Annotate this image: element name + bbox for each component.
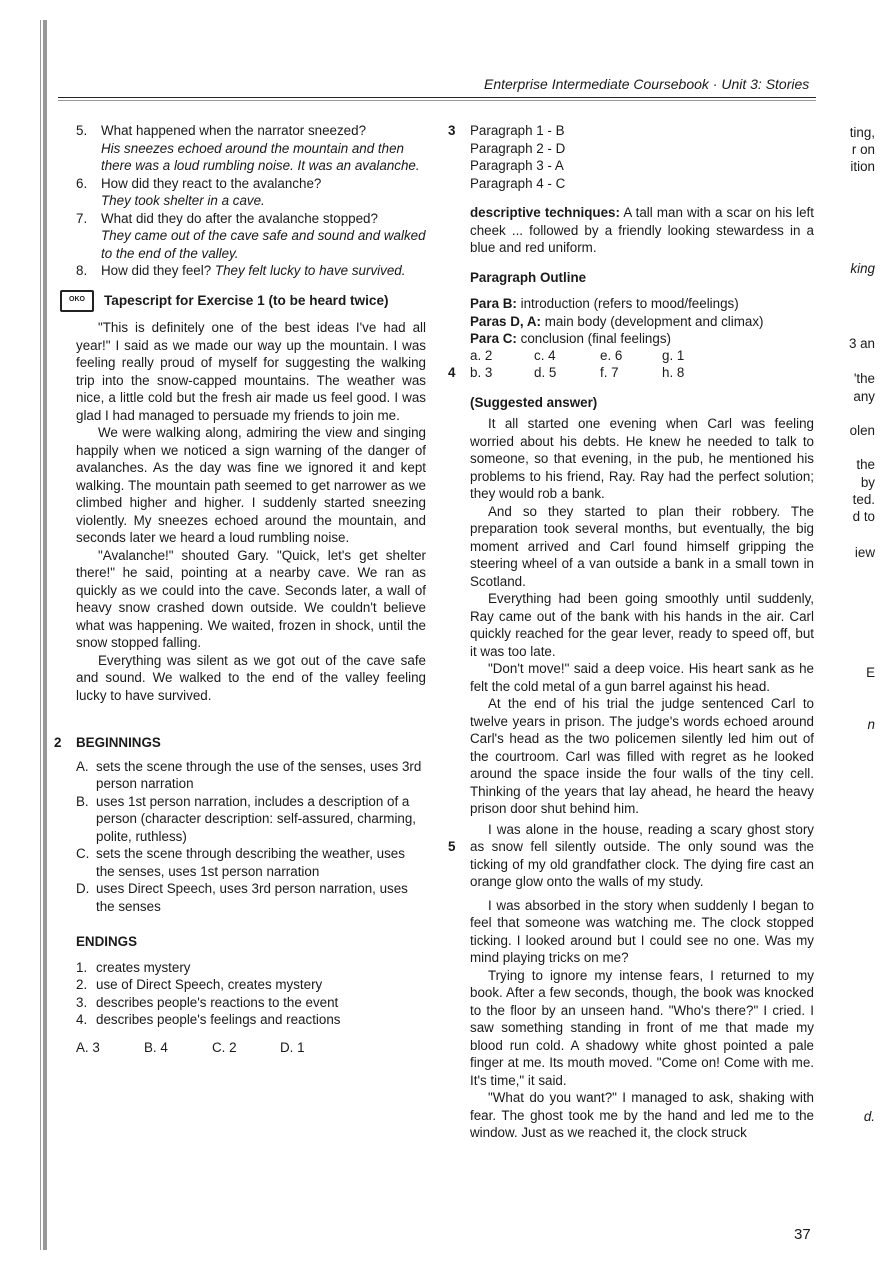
match-answer: D. 1 — [280, 1039, 305, 1055]
endings-list — [54, 959, 426, 1029]
outline-item — [470, 295, 814, 313]
gutter-text: E — [866, 665, 875, 680]
gutter-text: d. — [863, 1109, 875, 1124]
story-paragraph: At the end of his trial the judge sentenced Carl to twelve years in prison. The judge's words echoed around Carl's head as the two policemen silently led him out of the courtroom. Carl was filled with regret as he looked around the space inside the four walls of the tiny cell. Thinking of the years that lay ahead, he heard the heavy prison door shut behind him. — [470, 696, 814, 816]
question-text: How did they feel? — [101, 263, 212, 278]
question-number: 6. — [76, 175, 88, 191]
header-rule — [58, 97, 816, 98]
match-answer: B. 4 — [144, 1039, 168, 1055]
suggested-answer-title: (Suggested answer) — [470, 394, 598, 410]
ghost-story-paragraph: I was absorbed in the story when suddenly I began to feel that someone was watching me. The clock stopped ticking. I looked around but I could see no one. Was my mind playing tricks on me? — [470, 897, 814, 965]
exercise-number: 2 — [54, 735, 62, 750]
endings-section — [54, 933, 426, 951]
header-rule-thin — [58, 100, 816, 101]
tapescript-heading — [54, 292, 426, 310]
list-letter: D. — [76, 881, 90, 896]
question-item — [54, 122, 426, 175]
question-text: What did they do after the avalanche stopped? — [101, 210, 378, 226]
paragraph-order-line: Paragraph 2 - D — [470, 140, 566, 156]
outline-title: Paragraph Outline — [470, 269, 587, 285]
ghost-story-paragraph: I was alone in the house, reading a scary ghost story as snow fell silently outside. The only sound was the ticking of my old grandfather clock. The dying fire cast an orange glow onto the walls of my study. — [470, 821, 814, 889]
outline-value: main body (development and climax) — [544, 313, 764, 329]
descriptive-techniques — [448, 204, 814, 257]
gutter-text: d to — [852, 509, 875, 524]
matching-answers — [54, 1039, 426, 1057]
list-text: uses 1st person narration, includes a description of a person (character description: self-assured, charming, polite, ruthless) — [96, 793, 417, 844]
outline-list — [448, 295, 814, 348]
exercise-number: 4 — [448, 364, 456, 380]
answer-cell: g. 1 — [662, 347, 685, 363]
section-title: BEGINNINGS — [76, 735, 161, 750]
list-item — [54, 758, 426, 793]
match-answer: C. 2 — [212, 1039, 237, 1055]
gutter-text: by — [860, 475, 875, 490]
outline-item — [470, 330, 814, 348]
tapescript-title: Tapescript for Exercise 1 (to be heard twice) — [104, 292, 389, 308]
ghost-story-paragraph: Trying to ignore my intense fears, I returned to my book. After a few seconds, though, the book was knocked to the floor by an unseen hand. "Who's there?" I cried. I saw something standing in front of me that made my blood run cold. A shadowy white ghost pointed a pale finger at me. Its mouth moved. "Come on! Come with me. It's time," it said. — [470, 967, 814, 1088]
list-item — [54, 994, 426, 1012]
question-item — [54, 262, 426, 280]
answer-cell: b. 3 — [470, 365, 493, 380]
list-letter: A. — [76, 758, 89, 774]
answer-cell: f. 7 — [600, 365, 619, 380]
list-item — [54, 959, 426, 977]
question-number: 5. — [76, 123, 88, 138]
match-answer: A. 3 — [76, 1039, 100, 1055]
answer-text: His sneezes echoed around the mountain and then there was a loud rumbling noise. It was an avalanche. — [101, 140, 420, 173]
list-text: sets the scene through describing the weather, uses the senses, uses 1st person narration — [96, 846, 405, 879]
list-number: 2. — [76, 977, 88, 992]
ghost-story-paragraph: "What do you want?" I managed to ask, shaking with fear. The ghost took me by the hand and led me to the window. Just as we reached it, the clock struck — [470, 1090, 814, 1140]
list-item — [54, 1011, 426, 1029]
list-number: 4. — [76, 1012, 88, 1027]
paragraph-order-line: Paragraph 3 - A — [470, 158, 564, 173]
tapescript-paragraph: "Avalanche!" shouted Gary. "Quick, let's get shelter there!" he said, pointing at a nearby cave. We ran as quickly as we could into the cave. Seconds later, a wall of heavy snow crashed down outside. We couldn't believe what was happening. We waited, frozen in shock, until the snow stopped falling. — [76, 547, 426, 650]
gutter-text: ition — [850, 159, 875, 174]
answer-cell: e. 6 — [600, 347, 623, 363]
answer-cell: a. 2 — [470, 347, 493, 363]
beginnings-section — [54, 734, 426, 752]
outline-value: introduction (refers to mood/feelings) — [520, 296, 739, 311]
list-text: describes people's feelings and reactions — [96, 1012, 341, 1027]
list-text: use of Direct Speech, creates mystery — [96, 977, 323, 992]
list-number: 3. — [76, 994, 88, 1010]
question-item — [54, 210, 426, 263]
question-text: How did they react to the avalanche? — [101, 175, 322, 191]
answer-text: They took shelter in a cave. — [101, 193, 265, 208]
question-text: What happened when the narrator sneezed? — [101, 123, 367, 138]
gutter-text: olen — [849, 423, 875, 438]
story-paragraph: It all started one evening when Carl was feeling worried about his debts. He knew he needed to talk to someone, so that evening, in the pub, he mentioned his problems to his friend, Ray. Ray had the perfect solution; they would rob a bank. — [470, 416, 814, 501]
gutter-text: 3 an — [848, 336, 875, 351]
gutter-text: ting, — [849, 125, 875, 140]
list-item — [54, 845, 426, 880]
binding-edge — [43, 20, 47, 1250]
right-column — [448, 122, 814, 1142]
answer-cell: c. 4 — [534, 347, 556, 363]
list-item — [54, 976, 426, 994]
tapescript-paragraph: Everything was silent as we got out of the cave safe and sound. We walked to the end of the valley feeling lucky to have survived. — [76, 652, 426, 703]
list-text: describes people's reactions to the event — [96, 994, 339, 1010]
question-number: 8. — [76, 263, 88, 278]
list-text: uses Direct Speech, uses 3rd person narration, uses the senses — [96, 881, 408, 914]
exercise-number: 5 — [448, 838, 456, 854]
gutter-text: r on — [851, 142, 875, 157]
list-text: creates mystery — [96, 959, 191, 975]
list-letter: B. — [76, 793, 89, 809]
outline-key: Para C: — [470, 331, 517, 346]
gutter-text: n — [867, 717, 875, 732]
tapescript-paragraph: We were walking along, admiring the view and singing happily when we noticed a sign warning of the danger of avalanches. As the day was fine we ignored it and kept walking. The mountain path seemed to get narrower as we climbed higher and higher. I suddenly started sneezing violently. My sneezes echoed around the mountain, and seconds later we heard a loud rumbling noise. — [76, 425, 426, 545]
list-item — [54, 793, 426, 846]
gutter-text: king — [850, 261, 875, 276]
gutter-text: ted. — [852, 492, 875, 507]
answer-cell: d. 5 — [534, 365, 557, 380]
paragraph-order-line: Paragraph 4 - C — [470, 175, 566, 191]
list-number: 1. — [76, 959, 88, 975]
answer-text: They came out of the cave safe and sound and walked to the end of the valley. — [101, 228, 426, 261]
answer-text: They felt lucky to have survived. — [214, 263, 406, 278]
page-number: 37 — [794, 1226, 811, 1243]
story-paragraph: "Don't move!" said a deep voice. His heart sank as he felt the cold metal of a gun barrel against his head. — [470, 661, 814, 694]
question-number: 7. — [76, 210, 88, 226]
list-text: sets the scene through the use of the senses, uses 3rd person narration — [96, 758, 422, 791]
desc-text: A tall man with a scar on his left cheek ... followed by a friendly looking stewardess in a blue and red uniform. — [470, 205, 814, 255]
outline-item — [470, 313, 814, 331]
outline-key: Para B: — [470, 296, 517, 311]
tapescript-paragraph: "This is definitely one of the best ideas I've had all year!" I said as we made our way up the mountain. I was feeling really proud of myself for suggesting the walking trip into the snow-capped mountains. The weather was nice, a little cold but the fresh air made us feel good. I was glad I had managed to persuade my friends to join me. — [76, 320, 426, 423]
left-column — [54, 122, 426, 1056]
gutter-text: the — [856, 457, 875, 472]
cassette-icon: OKO — [60, 290, 94, 312]
running-header: Enterprise Intermediate Coursebook · Unit 3: Stories — [484, 76, 810, 92]
exercise-3 — [448, 122, 814, 192]
answer-grid — [448, 347, 814, 382]
outline-key: Paras D, A: — [470, 313, 541, 329]
list-item — [54, 880, 426, 915]
label: descriptive techniques: — [470, 205, 620, 220]
paragraph-order-line: Paragraph 1 - B — [470, 123, 565, 138]
comprehension-questions — [54, 122, 426, 280]
gutter-text: any — [853, 389, 875, 404]
story-paragraph: And so they started to plan their robbery. The preparation took several months, but eventually, the big moment arrived and Carl found himself gripping the steering wheel of a van outside a bank in a small town in Scotland. — [470, 503, 814, 589]
list-letter: C. — [76, 846, 90, 861]
story-paragraph: Everything had been going smoothly until suddenly, Ray came out of the bank with his hands in the air. Carl quickly reached for the gear lever, ready to speed off, but it was too late. — [470, 591, 814, 659]
question-item — [54, 175, 426, 210]
binding-shadow — [40, 20, 41, 1250]
outline-value: conclusion (final feelings) — [520, 331, 671, 346]
gutter-text: 'the — [853, 371, 875, 386]
binding-gutter — [0, 0, 56, 1263]
exercise-number: 3 — [448, 123, 456, 138]
answer-cell: h. 8 — [662, 365, 685, 380]
section-title: ENDINGS — [76, 934, 138, 949]
beginnings-list — [54, 758, 426, 916]
gutter-text: iew — [854, 545, 875, 560]
